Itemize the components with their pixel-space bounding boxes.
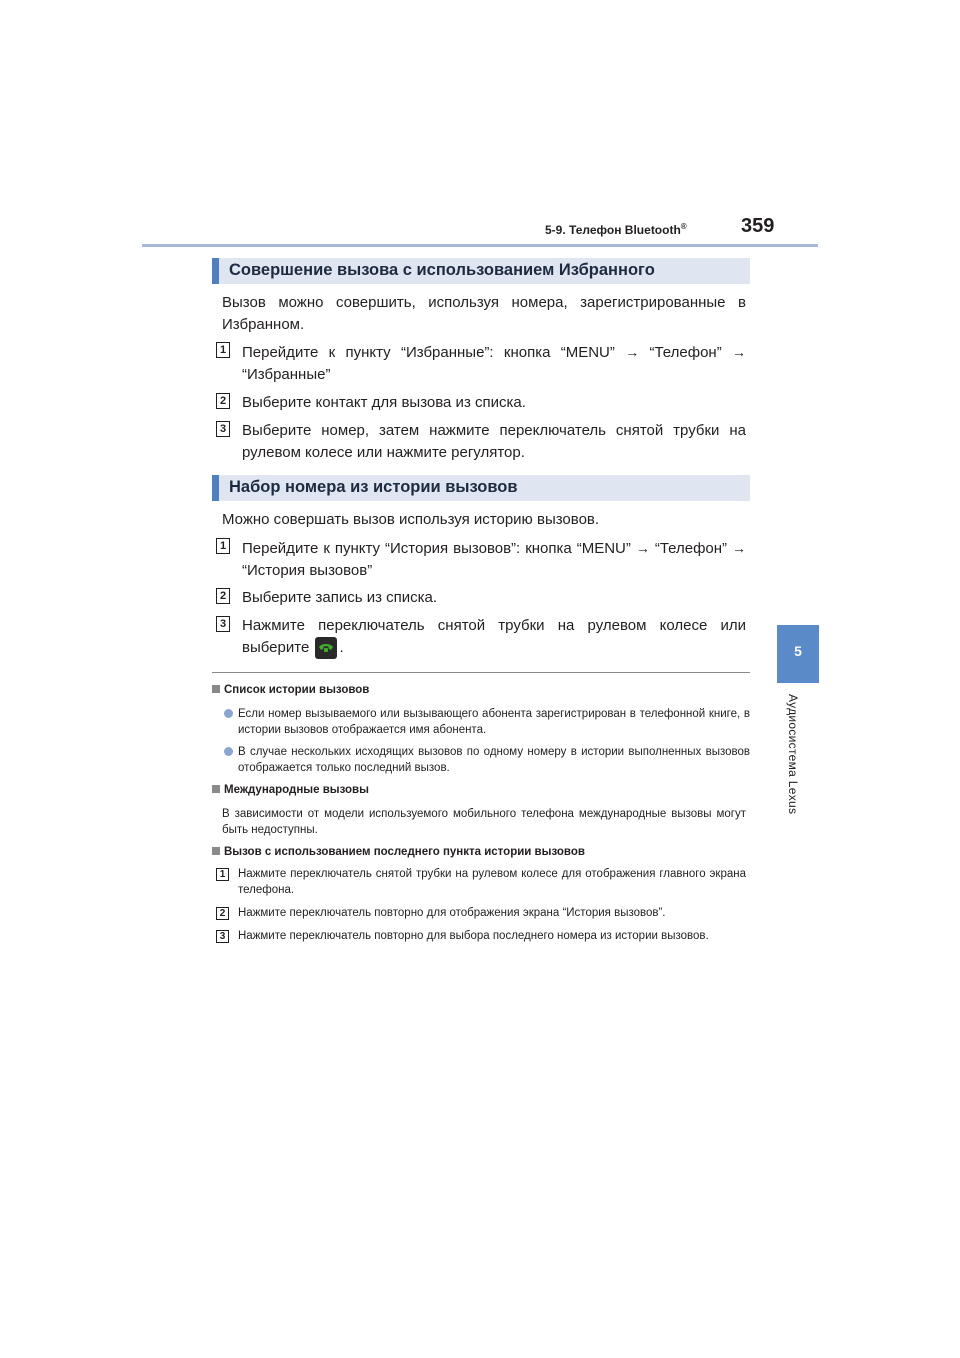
section-intro: Можно совершать вызов используя историю вызовов. (222, 511, 600, 528)
bullet-dot-icon (224, 747, 233, 756)
notes-divider (212, 672, 750, 673)
section-title: Набор номера из истории вызовов (229, 478, 518, 496)
step-text: Выберите контакт для вызова из списка. (242, 394, 526, 411)
square-bullet-icon (212, 847, 220, 855)
step-number: 1 (216, 342, 230, 358)
note-heading: Международные вызовы (212, 784, 369, 796)
note-step: Нажмите переключатель повторно для выбора последнего номера из истории вызовов. (238, 930, 709, 942)
note-step: Нажмите переключатель повторно для отображения экрана “История вызовов”. (238, 907, 666, 919)
step-text: Выберите номер, затем нажмите переключатель снятой трубки на рулевом колесе или нажмите регулятор. (242, 422, 746, 461)
step-text: Перейдите к пункту “Избранные”: кнопка “MENU” → “Телефон” → “Избранные” (242, 344, 746, 383)
square-bullet-icon (212, 785, 220, 793)
note-step: Нажмите переключатель снятой трубки на рулевом колесе для отображения главного экрана телефона. (238, 868, 746, 896)
step-number: 3 (216, 930, 229, 943)
running-header: 5-9. Телефон Bluetooth® (545, 222, 687, 237)
step-number: 3 (216, 616, 230, 632)
step-text: Перейдите к пункту “История вызовов”: кнопка “MENU” → “Телефон” → “История вызовов” (242, 540, 747, 579)
note-bullet: В случае нескольких исходящих вызовов по одному номеру в истории выполненных вызовов отображается только последний вызов. (238, 746, 750, 774)
step-number: 2 (216, 907, 229, 920)
note-text: В зависимости от модели используемого мобильного телефона международные вызовы могут быть недоступны. (222, 808, 746, 836)
step-number: 1 (216, 868, 229, 881)
square-bullet-icon (212, 685, 220, 693)
arrow-icon: → (625, 344, 640, 360)
page-number: 359 (741, 215, 775, 237)
section-title: Совершение вызова с использованием Избранного (229, 261, 655, 279)
step-number: 2 (216, 588, 230, 604)
note-bullet: Если номер вызываемого или вызывающего абонента зарегистрирован в телефонной книге, в истории вызовов отображается имя абонента. (238, 708, 750, 736)
step-text: Нажмите переключатель снятой трубки на рулевом колесе или выберите . (242, 615, 746, 659)
arrow-icon: → (635, 540, 650, 556)
step-number: 2 (216, 393, 230, 409)
header-rule (142, 244, 818, 247)
section-heading-call-history (212, 475, 750, 501)
note-heading: Вызов с использованием последнего пункта истории вызовов (212, 846, 585, 858)
off-hook-phone-icon (315, 637, 337, 659)
chapter-number: 5 (794, 643, 802, 659)
chapter-tab (777, 625, 819, 683)
section-heading-favorites (212, 258, 750, 284)
note-heading: Список истории вызовов (212, 684, 369, 696)
bullet-dot-icon (224, 709, 233, 718)
arrow-icon: → (732, 344, 746, 360)
chapter-label: Аудиосистема Lexus (786, 694, 800, 815)
arrow-icon: → (732, 540, 747, 556)
step-number: 3 (216, 421, 230, 437)
section-intro: Вызов можно совершить, используя номера, зарегистрированные в Избранном. (222, 294, 746, 333)
step-number: 1 (216, 538, 230, 554)
step-text: Выберите запись из списка. (242, 589, 438, 606)
